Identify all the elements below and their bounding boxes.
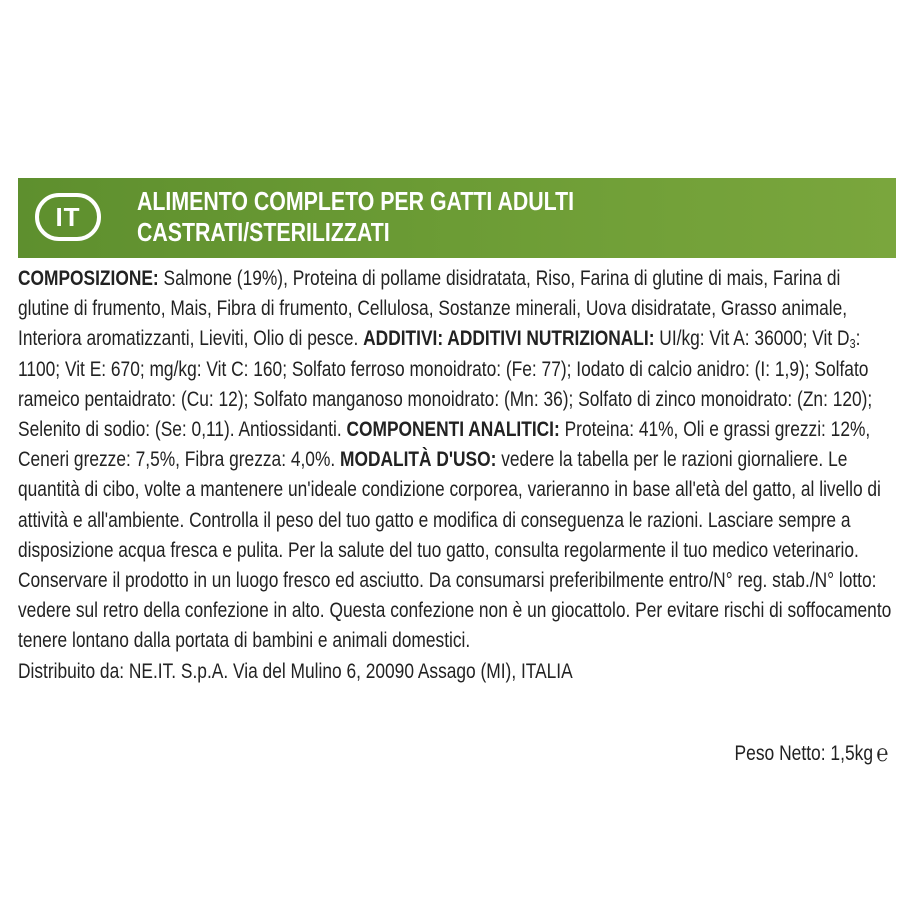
product-label [18,178,896,687]
additivi-text-a: UI/kg: Vit A: 36000; Vit D [654,327,850,351]
additivi-heading: ADDITIVI: ADDITIVI NUTRIZIONALI: [363,327,655,351]
estimated-sign-icon: ℮ [876,740,888,767]
composizione-text: Salmone (19%), Proteina di pollame disidratata, Riso, Farina di glutine di mais, Farina di glutine di frumento, Mais, Fibra di frumento, Cellulosa, Sostanze minerali, Uova disidratate, Grasso animale, Interiora aromatizzanti, Lieviti, Olio di pesce. [18,267,848,351]
product-title-line-1: ALIMENTO COMPLETO PER GATTI ADULTI [137,186,575,216]
vitamin-d-subscript: 3 [849,336,856,352]
net-weight-label: Peso Netto: 1,5kg [734,742,873,765]
product-title [137,186,574,248]
modalita-text: vedere la tabella per le razioni giornaliere. Le quantità di cibo, volte a mantenere un'ideale condizione corporea, varieranno in base all'età del gatto, al livello di attività e all'ambiente. Controlla il peso del tuo gatto e modifica di conseguenza le razioni. Lasciare sempre a disposizione acqua fresca e pulita. Per la salute del tuo gatto, consulta regolarmente il tuo medico veterinario. Conservare il prodotto in un luogo fresco ed asciutto. Da consumarsi preferibilmente entro/N° reg. stab./N° lotto: vedere sul retro della confezione in alto. Questa confezione non è un giocattolo. Per evitare rischi di soffocamento tenere lontano dalla portata di bambini e animali domestici. [18,448,892,653]
distributor-text: Distribuito da: NE.IT. S.p.A. Via del Mulino 6, 20090 Assago (MI), ITALIA [18,659,573,683]
country-badge: IT [35,193,101,241]
net-weight [734,742,888,766]
product-title-line-2: CASTRATI/STERILIZZATI [137,217,390,247]
label-header [18,178,896,258]
ingredients-text [18,264,894,687]
additivi-text-b: : 1100; Vit E: 670; mg/kg: Vit C: 160; Solfato ferroso monoidrato: (Fe: 77); Iodato di calcio anidro: (I: 1,9); Solfato rameico pentaidrato: (Cu: 12); Solfato manganoso monoidrato: (Mn: 36); Solfato di zinco monoidrato: (Zn: 120); Selenito di sodio: (Se: 0,11). Antiossidanti. [18,327,873,442]
composizione-heading: COMPOSIZIONE: [18,267,159,290]
componenti-text: Proteina: 41%, Oli e grassi grezzi: 12%, Ceneri grezze: 7,5%, Fibra grezza: 4,0%. [18,418,871,472]
componenti-heading: COMPONENTI ANALITICI: [346,418,560,442]
modalita-heading: MODALITÀ D'USO: [340,448,497,472]
